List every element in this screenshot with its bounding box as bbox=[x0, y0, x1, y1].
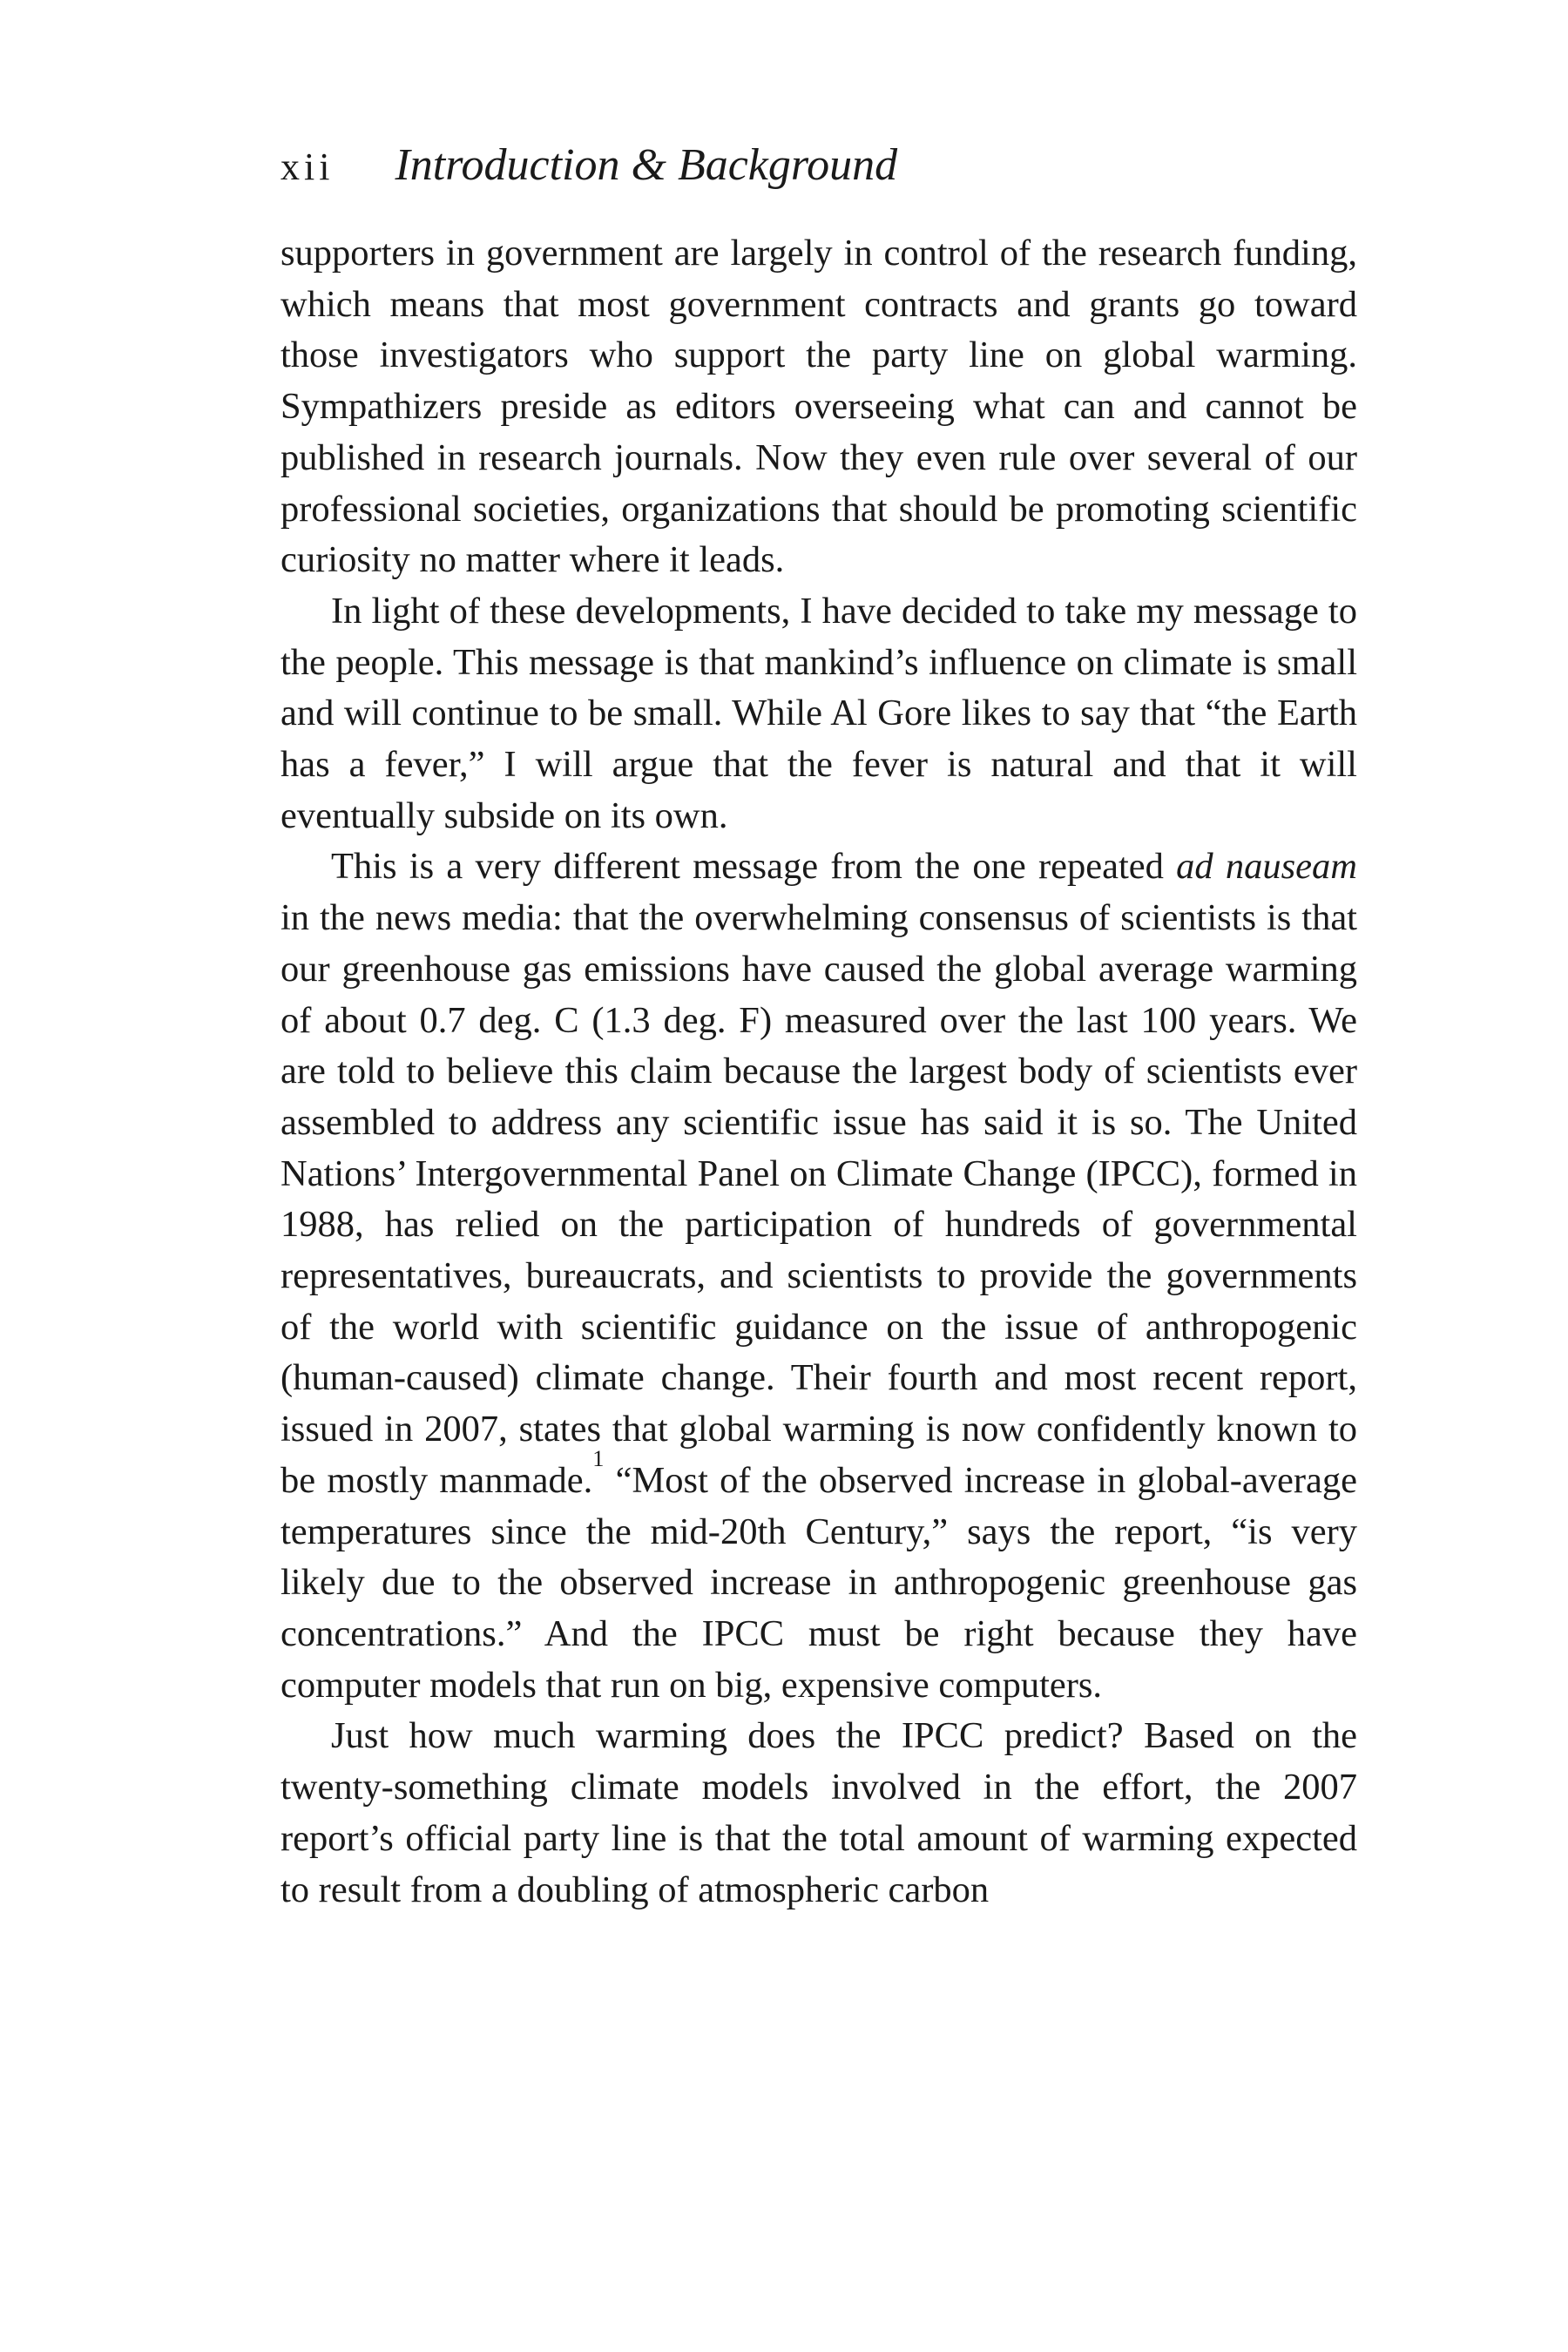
body-text bbox=[280, 228, 1357, 1916]
text-segment: in the news media: that the overwhelming consensus of scientists is that our greenhouse gas emissions have caused the global average warming of about 0.7 deg. C (1.3 deg. F) measured over the last 100 years. We are told to believe this claim because the largest body of scientists ever assembled to address any scientific issue has said it is so. The United Nations’ Intergovernmental Panel on Climate Change (IPCC), formed in 1988, has relied on the participation of hundreds of governmental representatives, bureaucrats, and scientists to provide the governments of the world with scientific guidance on the issue of anthropogenic (human-caused) climate change. Their fourth and most recent report, issued in 2007, states that global warming is now confidently known to be mostly manmade. bbox=[280, 897, 1357, 1501]
running-head bbox=[280, 139, 897, 200]
paragraph-2 bbox=[280, 586, 1357, 842]
text-segment: In light of these developments, I have decided to take my message to the people. This message is that mankind’s influence on climate is small and will continue to be small. While Al Gore likes to say that “the Earth has a fever,” I will argue that the fever is natural and that it will eventually subside on its own. bbox=[280, 590, 1357, 836]
chapter-title: Introduction & Background bbox=[395, 140, 898, 190]
text-segment: Just how much warming does the IPCC predict? Based on the twenty-something climate models involved in the effort, the 2007 report’s official party line is that the total amount of warming expected to result from a doubling of atmospheric carbon bbox=[280, 1715, 1357, 1910]
paragraph-3 bbox=[280, 841, 1357, 1711]
text-segment: “Most of the observed increase in global-average temperatures since the mid-20th Century,” says the report, “is very likely due to the observed increase in anthropogenic greenhouse gas concentrations.” And the IPCC must be right because they have computer models that run on big, expensive computers. bbox=[280, 1459, 1357, 1706]
footnote-reference[interactable]: 1 bbox=[592, 1446, 605, 1472]
paragraph-1 bbox=[280, 228, 1357, 586]
text-segment: supporters in government are largely in control of the research funding, which means that most government contracts and grants go toward those investigators who support the party line on global warming. Sympathizers preside as editors overseeing what can and cannot be published in research journals. Now they even rule over several of our professional societies, organizations that should be promoting scientific curiosity no matter where it leads. bbox=[280, 233, 1357, 581]
page-number: xii bbox=[280, 145, 335, 188]
text-segment: This is a very different message from the one repeated bbox=[331, 846, 1177, 888]
paragraph-4 bbox=[280, 1711, 1357, 1916]
italic-phrase: ad nauseam bbox=[1176, 846, 1357, 888]
